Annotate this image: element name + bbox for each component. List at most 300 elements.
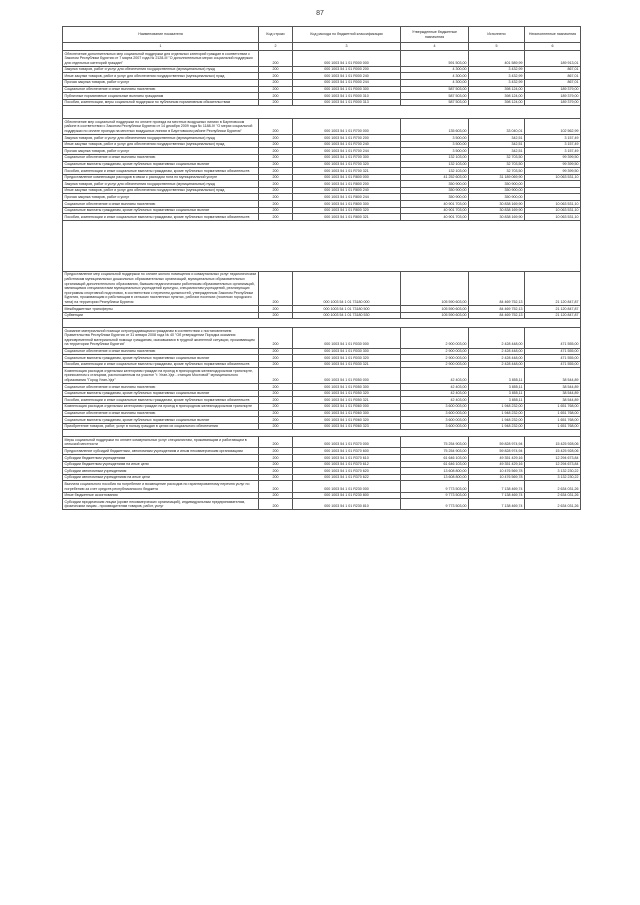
row-approved: 3 500,00 bbox=[401, 148, 469, 155]
row-executed: 59 828 974,94 bbox=[469, 437, 525, 448]
column-number: 1 bbox=[63, 43, 259, 51]
row-approved: 4 300,00 bbox=[401, 73, 469, 80]
row-unexecuted: 2 634 031,26 bbox=[525, 481, 581, 492]
table-row bbox=[63, 66, 581, 73]
row-approved: 9 773 503,00 bbox=[401, 481, 469, 492]
row-name: Субсидии автономным учреждениям на иные цели bbox=[63, 474, 259, 481]
row-name: Социальное обеспечение и иные выплаты населению bbox=[63, 410, 259, 417]
row-name: Социальное обеспечение и иные выплаты населению bbox=[63, 348, 259, 355]
row-name: Приобретение товаров, работ, услуг в пользу граждан в целях их социального обеспечения bbox=[63, 423, 259, 430]
column-number: 3 bbox=[293, 43, 401, 51]
row-budget-class: 000 1003 54 1 01 R000 310 bbox=[293, 93, 401, 100]
row-line-code: 200 bbox=[259, 499, 293, 510]
row-executed: 1 948 232,00 bbox=[469, 417, 525, 424]
row-budget-class: 000 1003 54 1 01 R700 320 bbox=[293, 161, 401, 168]
row-approved: 105 590 603,00 bbox=[401, 271, 469, 305]
row-approved: 40 901 703,00 bbox=[401, 214, 469, 221]
row-unexecuted: 3 157,49 bbox=[525, 148, 581, 155]
table-row bbox=[63, 174, 581, 181]
table-row bbox=[63, 361, 581, 368]
row-unexecuted: 189 379,00 bbox=[525, 99, 581, 106]
row-name: Социальные выплаты гражданам, кроме публичных нормативных социальных выплат bbox=[63, 161, 259, 168]
row-line-code: 200 bbox=[259, 361, 293, 368]
row-name: Пособия, компенсации и иные социальные выплаты гражданам, кроме публичных нормативных обязательств bbox=[63, 397, 259, 404]
table-row bbox=[63, 468, 581, 475]
row-name: Субсидии бюджетным учреждениям на иные цели bbox=[63, 461, 259, 468]
table-row bbox=[63, 154, 581, 161]
row-budget-class: 000 1003 54 1 01 R700 200 bbox=[293, 135, 401, 142]
row-unexecuted: 12 294 673,84 bbox=[525, 455, 581, 462]
row-budget-class: 000 1003 54 1 01 R800 320 bbox=[293, 207, 401, 214]
row-name: Иные закупки товаров, работ и услуг для обеспечения государственных (муниципальных) нужд bbox=[63, 141, 259, 148]
row-line-code: 200 bbox=[259, 468, 293, 475]
row-approved: 2 900 003,00 bbox=[401, 348, 469, 355]
row-unexecuted: 10 063 531,10 bbox=[525, 174, 581, 181]
row-budget-class: 000 1003 54 1 01 73180 530 bbox=[293, 312, 401, 319]
row-executed: 2 428 448,00 bbox=[469, 355, 525, 362]
spacer-cell bbox=[63, 319, 581, 328]
row-unexecuted: 471 555,00 bbox=[525, 348, 581, 355]
row-budget-class: 000 1003 54 1 01 R050 320 bbox=[293, 390, 401, 397]
row-executed: 49 351 429,16 bbox=[469, 455, 525, 462]
row-name: Закупка товаров, работ и услуг для обеспечения государственных (муниципальных) нужд bbox=[63, 66, 259, 73]
row-line-code: 200 bbox=[259, 73, 293, 80]
row-executed: 30 838 169,90 bbox=[469, 214, 525, 221]
row-line-code: 200 bbox=[259, 201, 293, 208]
row-executed: 3 855,11 bbox=[469, 384, 525, 391]
header-indicator-name: Наименование показателя bbox=[63, 27, 259, 43]
row-budget-class: 000 1003 54 1 01 R230 800 bbox=[293, 492, 401, 499]
row-budget-class: 000 1003 54 1 01 R370 600 bbox=[293, 448, 401, 455]
row-unexecuted: 15 425 928,06 bbox=[525, 448, 581, 455]
row-approved: 9 773 503,00 bbox=[401, 499, 469, 510]
row-approved: 3 500,00 bbox=[401, 141, 469, 148]
row-budget-class: 000 1003 54 1 01 R370 622 bbox=[293, 474, 401, 481]
row-unexecuted: 471 555,00 bbox=[525, 355, 581, 362]
table-spacer-row bbox=[63, 319, 581, 328]
table-row bbox=[63, 214, 581, 221]
row-line-code: 200 bbox=[259, 455, 293, 462]
row-executed: 350 900,00 bbox=[469, 181, 525, 188]
table-header-row bbox=[63, 27, 581, 43]
row-unexecuted: 21 120 847,87 bbox=[525, 271, 581, 305]
table-row bbox=[63, 492, 581, 499]
row-unexecuted: 12 294 673,84 bbox=[525, 461, 581, 468]
row-approved: 2 900 003,00 bbox=[401, 361, 469, 368]
row-executed: 350 900,00 bbox=[469, 187, 525, 194]
table-row bbox=[63, 410, 581, 417]
row-name: Обеспечение дополнительных мер социальной поддержки для отдельных категорий граждан в соответствии с Законом Республики Бурятия от 7 марта 2007 года № 2128-III "О дополнительных мерах социальной поддержки для отдельных категорий граждан" bbox=[63, 51, 259, 67]
row-approved: 42 403,00 bbox=[401, 384, 469, 391]
column-number: 5 bbox=[469, 43, 525, 51]
row-executed: 398 124,00 bbox=[469, 86, 525, 93]
row-budget-class: 000 1003 54 1 01 R060 300 bbox=[293, 410, 401, 417]
row-line-code: 200 bbox=[259, 348, 293, 355]
row-executed: 49 351 429,16 bbox=[469, 461, 525, 468]
row-unexecuted: 3 132 230,22 bbox=[525, 474, 581, 481]
row-approved: 132 103,00 bbox=[401, 161, 469, 168]
row-name: Предоставление мер социальной поддержки по оплате жилого помещения и коммунальных услуг педагогическим работникам муниципальных дошкольных образовательных организаций, муниципальных образовательных организаций дополнительного образования, бывшим педагогическим работникам образовательных организаций, являющимся специалистами муниципальных учреждений культуры, специалистам учреждений, реализующих программы спортивной подготовки, в соответствии с перечнем должностей, утвержденным Законом Республики Бурятия, проживающим и работающим в сельских населенных пунктах, рабочих поселках (поселках городского типа) на территории Республики Бурятия bbox=[63, 271, 259, 305]
row-budget-class: 000 1003 54 1 01 R030 320 bbox=[293, 355, 401, 362]
row-name: Межбюджетные трансферты bbox=[63, 306, 259, 313]
row-budget-class: 000 1003 54 1 01 73180 500 bbox=[293, 306, 401, 313]
row-approved: 3 600 003,00 bbox=[401, 423, 469, 430]
row-executed: 84 469 752,13 bbox=[469, 306, 525, 313]
table-row bbox=[63, 306, 581, 313]
row-executed: 350 900,00 bbox=[469, 194, 525, 201]
row-line-code: 200 bbox=[259, 403, 293, 410]
row-budget-class: 000 1003 54 1 01 R030 321 bbox=[293, 361, 401, 368]
table-row bbox=[63, 161, 581, 168]
row-approved: 13 608 800,00 bbox=[401, 468, 469, 475]
header-budget-classification: Код расхода по бюджетной классификации bbox=[293, 27, 401, 43]
row-name: Меры социальной поддержки по оплате коммунальных услуг специалистам, проживающим и работающим в сельской местности bbox=[63, 437, 259, 448]
row-budget-class: 000 1003 54 1 01 R060 320 bbox=[293, 417, 401, 424]
row-budget-class: 000 1003 54 1 01 R700 300 bbox=[293, 154, 401, 161]
row-approved: 135 603,00 bbox=[401, 119, 469, 135]
row-approved: 42 403,00 bbox=[401, 397, 469, 404]
row-line-code: 200 bbox=[259, 306, 293, 313]
row-unexecuted: 10 063 531,10 bbox=[525, 207, 581, 214]
row-unexecuted: 2 634 031,26 bbox=[525, 499, 581, 510]
row-approved: 4 300,00 bbox=[401, 79, 469, 86]
row-unexecuted: 10 063 531,10 bbox=[525, 214, 581, 221]
header-executed: Исполнено bbox=[469, 27, 525, 43]
row-executed: 3 432,99 bbox=[469, 66, 525, 73]
row-line-code: 200 bbox=[259, 384, 293, 391]
row-executed: 84 469 752,13 bbox=[469, 271, 525, 305]
row-unexecuted: 867,01 bbox=[525, 73, 581, 80]
row-approved: 3 600 003,00 bbox=[401, 417, 469, 424]
row-executed: 10 476 569,78 bbox=[469, 468, 525, 475]
row-line-code: 200 bbox=[259, 423, 293, 430]
row-budget-class: 000 1003 54 1 01 R000 313 bbox=[293, 99, 401, 106]
row-unexecuted bbox=[525, 187, 581, 194]
row-approved: 75 254 903,00 bbox=[401, 448, 469, 455]
row-unexecuted: 99 399,50 bbox=[525, 154, 581, 161]
row-name: Субсидии юридическим лицам (кроме некоммерческих организаций), индивидуальным предпринимателям, физическим лицам - производителям товаров, работ, услуг bbox=[63, 499, 259, 510]
row-line-code: 200 bbox=[259, 474, 293, 481]
table-row bbox=[63, 201, 581, 208]
table-row bbox=[63, 499, 581, 510]
table-row bbox=[63, 461, 581, 468]
row-unexecuted: 38 544,89 bbox=[525, 390, 581, 397]
table-row bbox=[63, 403, 581, 410]
row-name: Прочая закупка товаров, работ и услуг bbox=[63, 194, 259, 201]
row-executed: 398 124,00 bbox=[469, 99, 525, 106]
row-budget-class: 000 1003 54 1 01 R800 244 bbox=[293, 194, 401, 201]
row-line-code: 200 bbox=[259, 368, 293, 384]
row-budget-class: 000 1003 54 1 01 R370 612 bbox=[293, 461, 401, 468]
row-budget-class: 000 1003 54 1 01 R700 244 bbox=[293, 148, 401, 155]
row-executed: 3 855,11 bbox=[469, 368, 525, 384]
row-name: Пособия, компенсации и иные социальные выплаты гражданам, кроме публичных нормативных обязательств bbox=[63, 168, 259, 175]
table-row bbox=[63, 312, 581, 319]
row-executed: 7 138 469,74 bbox=[469, 492, 525, 499]
row-line-code: 200 bbox=[259, 437, 293, 448]
row-line-code: 200 bbox=[259, 79, 293, 86]
row-name: Социальные выплаты гражданам, кроме публичных нормативных социальных выплат bbox=[63, 207, 259, 214]
row-name: Социальное обеспечение и иные выплаты населению bbox=[63, 86, 259, 93]
table-row bbox=[63, 86, 581, 93]
column-number: 2 bbox=[259, 43, 293, 51]
row-budget-class: 000 1003 54 1 01 R060 323 bbox=[293, 423, 401, 430]
table-row bbox=[63, 119, 581, 135]
row-unexecuted: 1 651 768,00 bbox=[525, 423, 581, 430]
row-budget-class: 000 1003 54 1 01 R000 240 bbox=[293, 73, 401, 80]
row-budget-class: 000 1003 54 1 01 R000 244 bbox=[293, 79, 401, 86]
row-approved: 132 103,00 bbox=[401, 168, 469, 175]
row-approved: 350 900,00 bbox=[401, 181, 469, 188]
row-unexecuted: 471 555,00 bbox=[525, 328, 581, 348]
row-line-code: 200 bbox=[259, 461, 293, 468]
row-approved: 75 254 903,00 bbox=[401, 437, 469, 448]
table-row bbox=[63, 93, 581, 100]
row-name: Оказание материальной помощи остронуждающимся гражданам в соответствии с постановлением Правительства Республики Бурятия от 31 января 2008 года № 40 "Об утверждении Порядка оказания единовременной материальной помощи гражданам, оказавшимся в трудной жизненной ситуации, проживающим на территории Республики Бурятия" bbox=[63, 328, 259, 348]
row-budget-class: 000 1003 54 1 01 R050 321 bbox=[293, 397, 401, 404]
row-executed: 84 469 752,13 bbox=[469, 312, 525, 319]
row-line-code: 200 bbox=[259, 271, 293, 305]
row-name: Субвенции bbox=[63, 312, 259, 319]
row-unexecuted: 21 120 847,87 bbox=[525, 312, 581, 319]
table-row bbox=[63, 194, 581, 201]
row-name: Социальное обеспечение и иные выплаты населению bbox=[63, 384, 259, 391]
budget-execution-table bbox=[62, 26, 581, 510]
row-line-code: 200 bbox=[259, 174, 293, 181]
table-row bbox=[63, 168, 581, 175]
row-budget-class: 000 1003 54 1 01 R060 000 bbox=[293, 403, 401, 410]
row-unexecuted: 471 555,00 bbox=[525, 361, 581, 368]
row-executed: 3 432,99 bbox=[469, 73, 525, 80]
row-approved: 40 901 703,00 bbox=[401, 201, 469, 208]
table-row bbox=[63, 141, 581, 148]
row-budget-class: 000 1003 54 1 01 R230 000 bbox=[293, 481, 401, 492]
row-approved: 3 600 003,00 bbox=[401, 410, 469, 417]
row-budget-class: 000 1003 54 1 01 R800 000 bbox=[293, 174, 401, 181]
row-unexecuted: 867,01 bbox=[525, 79, 581, 86]
row-name: Предоставление субсидий бюджетным, автономным учреждениям и иным некоммерческим организациям bbox=[63, 448, 259, 455]
row-approved: 41 252 603,00 bbox=[401, 174, 469, 181]
row-line-code: 200 bbox=[259, 207, 293, 214]
row-unexecuted bbox=[525, 181, 581, 188]
row-unexecuted bbox=[525, 194, 581, 201]
row-budget-class: 000 1003 54 1 01 R700 321 bbox=[293, 168, 401, 175]
row-line-code: 200 bbox=[259, 194, 293, 201]
row-line-code: 200 bbox=[259, 168, 293, 175]
row-budget-class: 000 1003 54 1 01 R030 000 bbox=[293, 328, 401, 348]
table-row bbox=[63, 135, 581, 142]
table-row bbox=[63, 397, 581, 404]
row-budget-class: 000 1003 54 1 01 R800 200 bbox=[293, 181, 401, 188]
row-approved: 2 900 003,00 bbox=[401, 328, 469, 348]
row-line-code: 200 bbox=[259, 51, 293, 67]
row-name: Социальное обеспечение и иные выплаты населению bbox=[63, 154, 259, 161]
row-budget-class: 000 1003 54 1 01 R370 000 bbox=[293, 437, 401, 448]
row-unexecuted: 189 379,00 bbox=[525, 86, 581, 93]
row-executed: 33 040,01 bbox=[469, 119, 525, 135]
row-line-code: 200 bbox=[259, 161, 293, 168]
row-budget-class: 000 1003 54 1 01 R800 321 bbox=[293, 214, 401, 221]
row-executed: 30 838 169,90 bbox=[469, 201, 525, 208]
row-approved: 132 103,00 bbox=[401, 154, 469, 161]
row-executed: 342,51 bbox=[469, 135, 525, 142]
row-executed: 59 828 974,94 bbox=[469, 448, 525, 455]
row-line-code: 200 bbox=[259, 417, 293, 424]
row-unexecuted: 99 399,50 bbox=[525, 168, 581, 175]
row-budget-class: 000 1003 54 1 01 73180 000 bbox=[293, 271, 401, 305]
row-budget-class: 000 1003 54 1 01 R000 300 bbox=[293, 86, 401, 93]
row-approved: 42 403,00 bbox=[401, 390, 469, 397]
row-approved: 4 300,00 bbox=[401, 66, 469, 73]
row-unexecuted: 2 634 031,26 bbox=[525, 492, 581, 499]
table-row bbox=[63, 79, 581, 86]
row-budget-class: 000 1003 54 1 01 R000 200 bbox=[293, 66, 401, 73]
row-approved: 9 773 503,00 bbox=[401, 492, 469, 499]
table-row bbox=[63, 271, 581, 305]
row-name: Прочая закупка товаров, работ и услуг bbox=[63, 148, 259, 155]
row-executed: 2 428 448,00 bbox=[469, 348, 525, 355]
row-unexecuted: 3 157,49 bbox=[525, 135, 581, 142]
row-approved: 61 646 103,00 bbox=[401, 461, 469, 468]
row-name: Пособия, компенсации и иные социальные выплаты гражданам, кроме публичных нормативных обязательств bbox=[63, 214, 259, 221]
row-approved: 591 503,00 bbox=[401, 51, 469, 67]
row-approved: 61 646 103,00 bbox=[401, 455, 469, 462]
row-line-code: 200 bbox=[259, 181, 293, 188]
table-row bbox=[63, 355, 581, 362]
row-budget-class: 000 1003 54 1 01 R700 240 bbox=[293, 141, 401, 148]
row-executed: 32 703,50 bbox=[469, 168, 525, 175]
row-line-code: 200 bbox=[259, 328, 293, 348]
row-line-code: 200 bbox=[259, 312, 293, 319]
row-name: Предоставление компенсации расходов в связи с расходом пота по муниципальной услуге bbox=[63, 174, 259, 181]
row-name: Выплата социального пособия на погребение и возмещение расходов по гарантированному перечню услуг по погребению за счет средств республиканского бюджета bbox=[63, 481, 259, 492]
spacer-cell bbox=[63, 430, 581, 437]
row-approved: 13 608 800,00 bbox=[401, 474, 469, 481]
row-unexecuted: 102 562,99 bbox=[525, 119, 581, 135]
row-name: Закупка товаров, работ и услуг для обеспечения государственных (муниципальных) нужд bbox=[63, 135, 259, 142]
row-unexecuted: 10 063 531,10 bbox=[525, 201, 581, 208]
row-approved: 350 900,00 bbox=[401, 194, 469, 201]
row-line-code: 200 bbox=[259, 154, 293, 161]
row-executed: 31 189 069,90 bbox=[469, 174, 525, 181]
row-name: Социальные выплаты гражданам, кроме публичных нормативных социальных выплат bbox=[63, 417, 259, 424]
row-budget-class: 000 1003 54 1 01 R800 300 bbox=[293, 201, 401, 208]
row-executed: 401 589,99 bbox=[469, 51, 525, 67]
header-line-code: Код строки bbox=[259, 27, 293, 43]
row-name: Закупка товаров, работ и услуг для обеспечения государственных (муниципальных) нужд bbox=[63, 181, 259, 188]
table-row bbox=[63, 448, 581, 455]
column-number-row bbox=[63, 43, 581, 51]
table-spacer-row bbox=[63, 430, 581, 437]
table-row bbox=[63, 99, 581, 106]
row-unexecuted: 867,01 bbox=[525, 66, 581, 73]
header-approved: Утвержденные бюджетные назначения bbox=[401, 27, 469, 43]
row-executed: 30 838 169,90 bbox=[469, 207, 525, 214]
row-executed: 32 703,50 bbox=[469, 161, 525, 168]
row-unexecuted: 99 399,50 bbox=[525, 161, 581, 168]
row-line-code: 200 bbox=[259, 93, 293, 100]
row-line-code: 200 bbox=[259, 187, 293, 194]
row-line-code: 200 bbox=[259, 481, 293, 492]
row-line-code: 200 bbox=[259, 141, 293, 148]
row-approved: 42 403,00 bbox=[401, 368, 469, 384]
row-line-code: 200 bbox=[259, 492, 293, 499]
row-name: Иные закупки товаров, работ и услуг для обеспечения государственных (муниципальных) нужд bbox=[63, 187, 259, 194]
row-unexecuted: 21 120 847,87 bbox=[525, 306, 581, 313]
table-row bbox=[63, 368, 581, 384]
column-number: 4 bbox=[401, 43, 469, 51]
row-name: Социальные выплаты гражданам, кроме публичных нормативных социальных выплат bbox=[63, 390, 259, 397]
row-name: Социальное обеспечение и иные выплаты населению bbox=[63, 201, 259, 208]
row-executed: 10 476 569,78 bbox=[469, 474, 525, 481]
row-executed: 7 138 469,74 bbox=[469, 499, 525, 510]
row-line-code: 200 bbox=[259, 66, 293, 73]
row-unexecuted: 189 913,01 bbox=[525, 51, 581, 67]
table-row bbox=[63, 181, 581, 188]
row-budget-class: 000 1003 54 1 01 R700 000 bbox=[293, 119, 401, 135]
row-name: Иные бюджетные ассигнования bbox=[63, 492, 259, 499]
table-row bbox=[63, 51, 581, 67]
row-approved: 105 590 603,00 bbox=[401, 306, 469, 313]
row-executed: 1 948 232,00 bbox=[469, 410, 525, 417]
row-unexecuted: 1 651 768,00 bbox=[525, 410, 581, 417]
row-approved: 350 900,00 bbox=[401, 187, 469, 194]
row-approved: 587 503,00 bbox=[401, 86, 469, 93]
row-name: Субсидии автономным учреждениям bbox=[63, 468, 259, 475]
row-budget-class: 000 1003 54 1 01 R370 610 bbox=[293, 455, 401, 462]
row-approved: 587 503,00 bbox=[401, 99, 469, 106]
row-line-code: 200 bbox=[259, 410, 293, 417]
table-row bbox=[63, 348, 581, 355]
row-unexecuted: 38 544,89 bbox=[525, 397, 581, 404]
row-budget-class: 000 1003 54 1 01 R230 810 bbox=[293, 499, 401, 510]
row-name: Компенсация расходов отдельным категориям граждан на проезд в пригородном железнодорожном транспорте bbox=[63, 403, 259, 410]
row-executed: 398 124,00 bbox=[469, 93, 525, 100]
row-executed: 342,51 bbox=[469, 141, 525, 148]
row-name: Прочая закупка товаров, работ и услуг bbox=[63, 79, 259, 86]
row-executed: 1 948 232,00 bbox=[469, 403, 525, 410]
row-executed: 2 428 448,00 bbox=[469, 361, 525, 368]
table-row bbox=[63, 384, 581, 391]
table-row bbox=[63, 481, 581, 492]
row-name: Социальные выплаты гражданам, кроме публичных нормативных социальных выплат bbox=[63, 355, 259, 362]
row-name: Обеспечение мер социальной поддержки по оплате проезда на местных воздушных линиях в Баунтовском районе в соответствии с Законом Республики Бурятия от 14 декабря 2009 года № 1188-IV "О мерах социальной поддержки по оплате проезда на местных воздушных линиях в Баунтовском районе Республики Бурятия" bbox=[63, 119, 259, 135]
row-budget-class: 000 1003 54 1 01 R050 300 bbox=[293, 384, 401, 391]
row-executed: 342,51 bbox=[469, 148, 525, 155]
table-row bbox=[63, 474, 581, 481]
table-row bbox=[63, 207, 581, 214]
row-approved: 587 503,00 bbox=[401, 93, 469, 100]
row-unexecuted: 1 651 768,00 bbox=[525, 403, 581, 410]
row-line-code: 200 bbox=[259, 148, 293, 155]
row-approved: 2 900 003,00 bbox=[401, 355, 469, 362]
row-approved: 105 590 603,00 bbox=[401, 312, 469, 319]
row-line-code: 200 bbox=[259, 355, 293, 362]
row-line-code: 200 bbox=[259, 99, 293, 106]
table-row bbox=[63, 187, 581, 194]
row-line-code: 200 bbox=[259, 448, 293, 455]
row-executed: 2 428 448,00 bbox=[469, 328, 525, 348]
row-unexecuted: 3 132 230,22 bbox=[525, 468, 581, 475]
table-spacer-row bbox=[63, 220, 581, 271]
row-executed: 3 432,99 bbox=[469, 79, 525, 86]
row-budget-class: 000 1003 54 1 01 R370 620 bbox=[293, 468, 401, 475]
row-unexecuted: 38 544,89 bbox=[525, 384, 581, 391]
spacer-cell bbox=[63, 220, 581, 271]
row-budget-class: 000 1003 54 1 01 R800 240 bbox=[293, 187, 401, 194]
row-name: Субсидии бюджетным учреждениям bbox=[63, 455, 259, 462]
row-name: Публичные нормативные социальные выплаты гражданам bbox=[63, 93, 259, 100]
